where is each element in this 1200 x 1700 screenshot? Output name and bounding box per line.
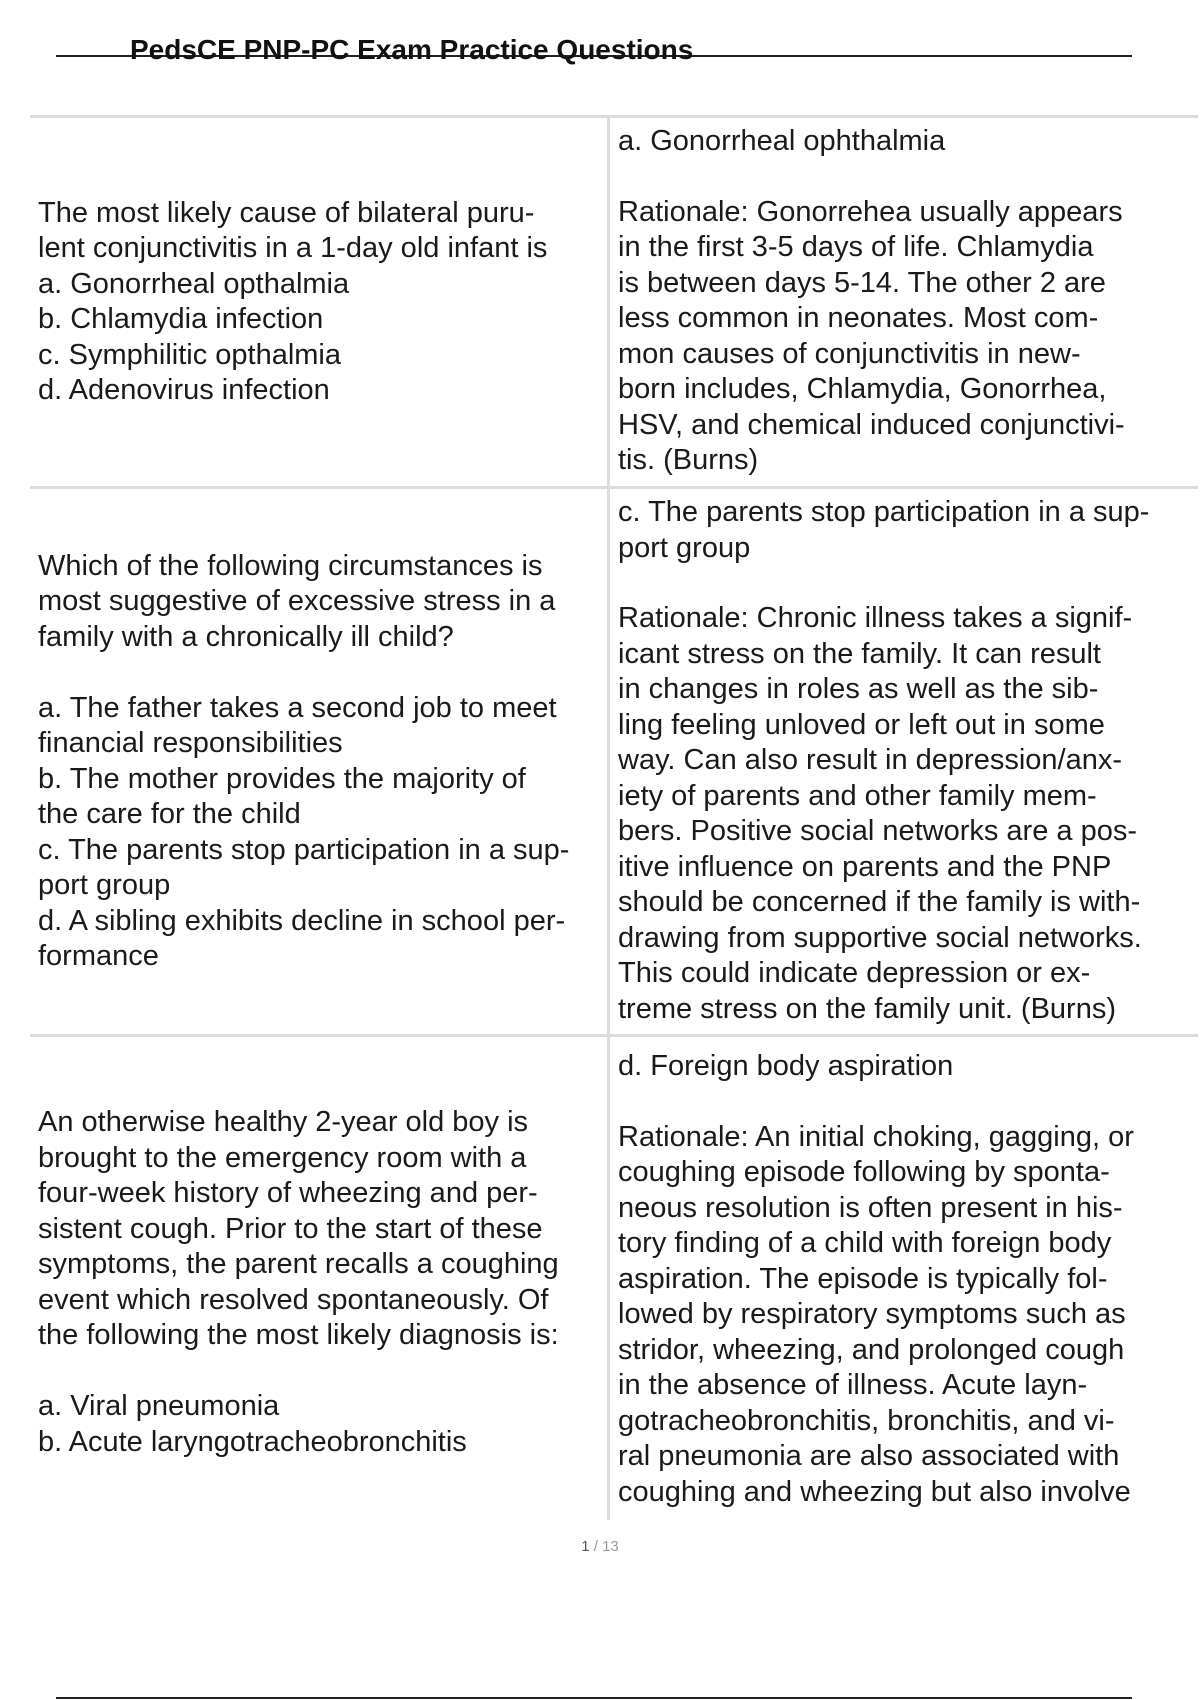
page-separator: / xyxy=(593,1538,598,1555)
footer-rule xyxy=(56,1697,1132,1699)
answer-cell xyxy=(607,118,1198,486)
question-text: Which of the following circumstances is most suggestive of excessive stress in a family with a chronically ill child? a. The father takes a second job to meet financial responsibilities b. The mother provides the majority of the care for the child c. The parents stop participation in a sup- port group d. A sibling exhibits decline in school per- formance xyxy=(38,549,570,972)
question-text: The most likely cause of bilateral puru- lent conjunctivitis in a 1-day old infant is a. Gonorrheal opthalmia b. Chlamydia infection c. Symphilitic opthalmia d. Adenovirus infection xyxy=(38,196,548,406)
answer-cell xyxy=(607,1037,1198,1520)
page-current: 1 xyxy=(581,1538,590,1555)
page-number xyxy=(0,1538,1200,1555)
page-total: 13 xyxy=(602,1538,619,1555)
answer-text: d. Foreign body aspiration xyxy=(618,1050,954,1082)
question-cell xyxy=(30,118,607,486)
qa-row xyxy=(30,1034,1198,1520)
rationale-text: Rationale: Chronic illness takes a signif- icant stress on the family. It can result in changes in roles as well as the sib- ling feeling unloved or left out in some way. Can also result in depression/anx- iety of parents and other family mem- bers. Positive social networks are a pos- itive influence on parents and the PNP should be concerned if the family is with- drawing from supportive social networks. This could indicate depression or ex- treme stress on the family unit. (Burns) xyxy=(618,602,1142,1025)
page-header xyxy=(56,30,1132,66)
rationale-text: Rationale: An initial choking, gagging, or coughing episode following by sponta- neous resolution is often present in his- tory finding of a child with foreign body aspiration. The episode is typically fol- lowed by respiratory symptoms such as stridor, wheezing, and prolonged cough in the absence of illness. Acute layn- gotracheobronchitis, bronchitis, and vi- ral pneumonia are also associated with coughing and wheezing but also involve xyxy=(618,1120,1134,1508)
qa-row xyxy=(30,115,1198,486)
rationale-text: Rationale: Gonorrehea usually appears in the first 3-5 days of life. Chlamydia is between days 5-14. The other 2 are less common in neonates. Most com- mon causes of conjunctivitis in new- born includes, Chlamydia, Gonorrhea, HSV, and chemical induced conjunctivi- tis. (Burns) xyxy=(618,195,1125,476)
question-text: An otherwise healthy 2-year old boy is brought to the emergency room with a four-week history of wheezing and per- sistent cough. Prior to the start of these symptoms, the parent recalls a coughing event which resolved spontaneously. Of the following the most likely diagnosis is: a. Viral pneumonia b. Acute laryngotracheobronchitis xyxy=(38,1106,559,1458)
answer-text: a. Gonorrheal ophthalmia xyxy=(618,125,946,157)
document-title: PedsCE PNP-PC Exam Practice Questions xyxy=(130,34,694,65)
answer-cell xyxy=(607,489,1198,1034)
answer-text: c. The parents stop participation in a sup- port group xyxy=(618,496,1150,564)
qa-table xyxy=(30,115,1198,1520)
question-cell xyxy=(30,489,607,1034)
question-cell xyxy=(30,1037,607,1520)
qa-row xyxy=(30,486,1198,1034)
